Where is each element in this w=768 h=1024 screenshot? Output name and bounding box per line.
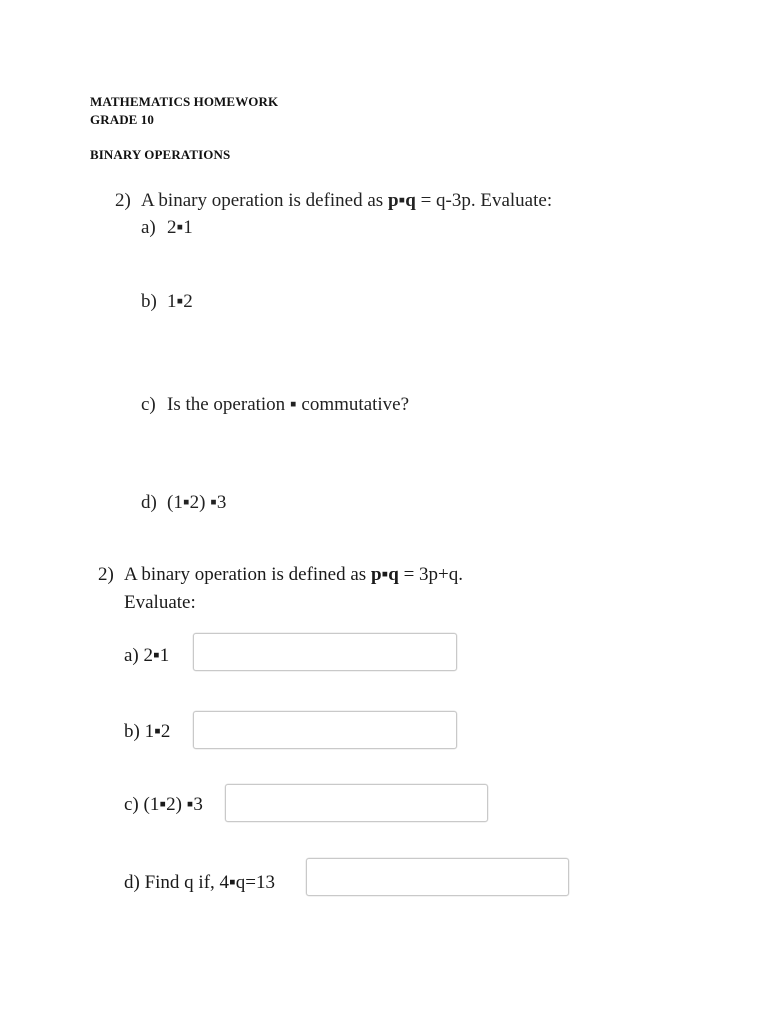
answer-box-a[interactable] [193, 633, 457, 671]
question-a-text-after: = q-3p. Evaluate: [415, 190, 553, 211]
question-a-part-a [141, 217, 193, 239]
part-label: c) [141, 394, 156, 415]
grade-label: GRADE 10 [90, 112, 154, 127]
question-b-part-c: c) (1▪2) ▪3 [124, 794, 203, 815]
question-b-number: 2) [98, 564, 114, 585]
question-b-part-a: a) 2▪1 [124, 645, 170, 666]
question-a-number: 2) [115, 190, 131, 211]
part-text: (1▪2) ▪3 [167, 492, 227, 513]
question-a-stem [115, 190, 552, 212]
topic-title: BINARY OPERATIONS [90, 147, 231, 162]
question-b-operator: p▪q [370, 564, 399, 585]
question-b-evaluate: Evaluate: [124, 592, 196, 613]
question-b-stem [98, 564, 463, 586]
question-b-text-before: A binary operation is defined as [124, 564, 371, 585]
question-a-text-before: A binary operation is defined as [141, 190, 388, 211]
answer-box-b[interactable] [193, 711, 457, 749]
part-label: a) [141, 217, 156, 238]
answer-box-c[interactable] [225, 784, 488, 822]
part-text: 2▪1 [167, 217, 193, 238]
part-label: b) [141, 291, 157, 312]
question-a-part-c [141, 394, 409, 416]
part-text: Is the operation ▪ commutative? [167, 394, 410, 415]
question-b-part-b: b) 1▪2 [124, 721, 171, 742]
question-a-part-b [141, 291, 193, 313]
answer-box-d[interactable] [306, 858, 569, 896]
part-text: 1▪2 [167, 291, 193, 312]
question-a-operator: p▪q [387, 190, 416, 211]
part-label: d) [141, 492, 157, 513]
homework-title: MATHEMATICS HOMEWORK [90, 94, 279, 109]
question-b-text-after: = 3p+q. [398, 564, 463, 585]
question-b-part-d: d) Find q if, 4▪q=13 [124, 872, 275, 893]
question-a-part-d [141, 492, 226, 514]
